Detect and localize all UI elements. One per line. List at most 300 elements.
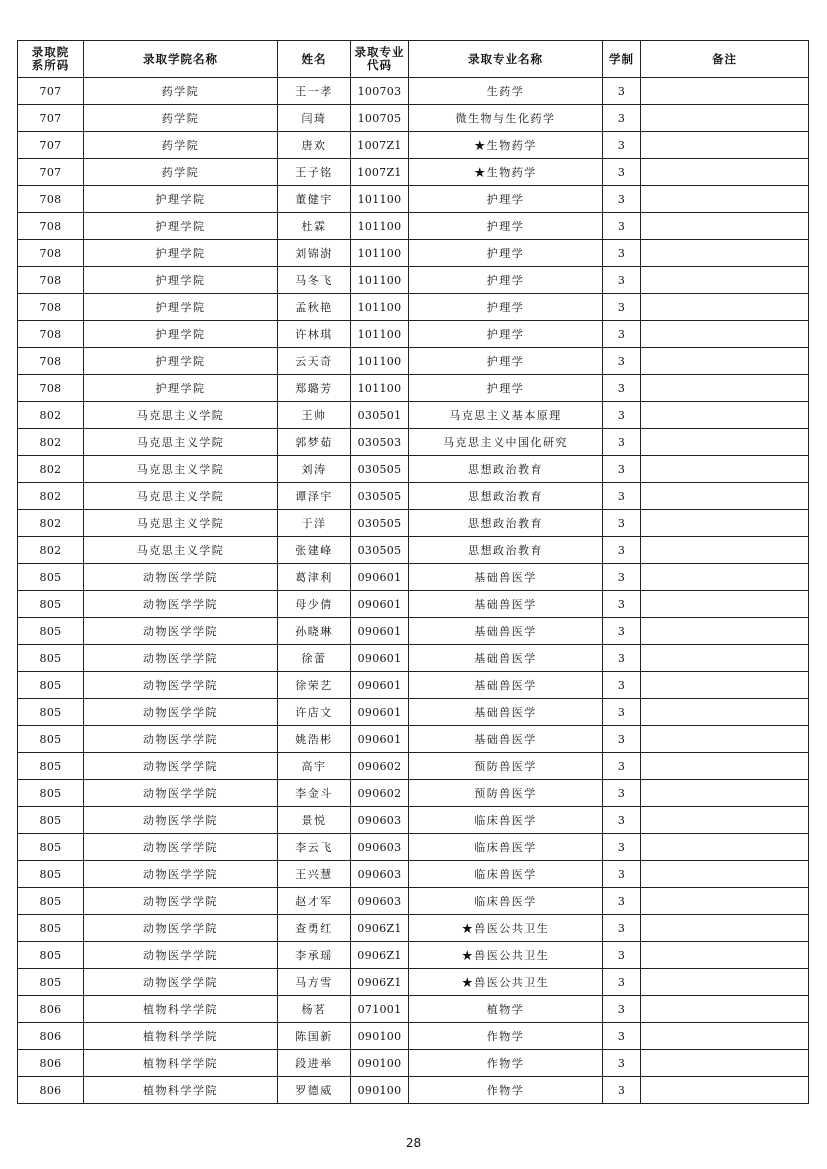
cell-college-name: 马克思主义学院 — [84, 537, 278, 564]
cell-remarks — [641, 591, 809, 618]
cell-major-name: 马克思主义基本原理 — [409, 402, 603, 429]
cell-major-code: 090601 — [351, 645, 409, 672]
cell-college-name: 植物科学学院 — [84, 1077, 278, 1104]
cell-major-code: 090601 — [351, 672, 409, 699]
cell-student-name: 孙晓琳 — [278, 618, 351, 645]
cell-major-code: 101100 — [351, 240, 409, 267]
header-remarks: 备注 — [641, 41, 809, 78]
cell-remarks — [641, 1077, 809, 1104]
cell-college-name: 护理学院 — [84, 294, 278, 321]
table-header-row — [18, 41, 809, 78]
cell-student-name: 杨茗 — [278, 996, 351, 1023]
table-row — [18, 753, 809, 780]
cell-student-name: 王子铭 — [278, 159, 351, 186]
cell-duration: 3 — [603, 861, 641, 888]
cell-remarks — [641, 618, 809, 645]
cell-college-code: 708 — [18, 240, 84, 267]
cell-college-code: 802 — [18, 537, 84, 564]
cell-major-name: 基础兽医学 — [409, 591, 603, 618]
cell-remarks — [641, 942, 809, 969]
cell-college-code: 805 — [18, 564, 84, 591]
cell-major-code: 030505 — [351, 456, 409, 483]
cell-student-name: 王一孝 — [278, 78, 351, 105]
cell-student-name: 许林琪 — [278, 321, 351, 348]
table-row — [18, 105, 809, 132]
table-row — [18, 726, 809, 753]
cell-major-name: 微生物与生化药学 — [409, 105, 603, 132]
cell-major-code: 090602 — [351, 753, 409, 780]
cell-major-code: 101100 — [351, 186, 409, 213]
cell-major-name: 临床兽医学 — [409, 861, 603, 888]
cell-college-code: 805 — [18, 915, 84, 942]
cell-major-name: ★兽医公共卫生 — [409, 915, 603, 942]
cell-student-name: 马方雪 — [278, 969, 351, 996]
cell-college-name: 动物医学学院 — [84, 888, 278, 915]
cell-major-code: 090601 — [351, 564, 409, 591]
table-row — [18, 267, 809, 294]
cell-student-name: 查勇红 — [278, 915, 351, 942]
cell-major-name: 作物学 — [409, 1023, 603, 1050]
cell-college-code: 707 — [18, 105, 84, 132]
cell-duration: 3 — [603, 105, 641, 132]
cell-student-name: 姚浩彬 — [278, 726, 351, 753]
cell-student-name: 张建峰 — [278, 537, 351, 564]
cell-remarks — [641, 213, 809, 240]
cell-college-code: 708 — [18, 213, 84, 240]
header-duration: 学制 — [603, 41, 641, 78]
cell-duration: 3 — [603, 294, 641, 321]
cell-major-code: 090601 — [351, 618, 409, 645]
cell-major-code: 030505 — [351, 483, 409, 510]
table-row — [18, 564, 809, 591]
cell-major-name: 思想政治教育 — [409, 456, 603, 483]
cell-college-code: 707 — [18, 159, 84, 186]
cell-college-name: 护理学院 — [84, 186, 278, 213]
cell-college-name: 药学院 — [84, 78, 278, 105]
cell-college-name: 动物医学学院 — [84, 618, 278, 645]
cell-student-name: 母少倩 — [278, 591, 351, 618]
cell-major-code: 101100 — [351, 213, 409, 240]
cell-major-name: 预防兽医学 — [409, 780, 603, 807]
cell-duration: 3 — [603, 375, 641, 402]
cell-major-name: 护理学 — [409, 240, 603, 267]
cell-major-code: 1007Z1 — [351, 159, 409, 186]
cell-major-name: 临床兽医学 — [409, 807, 603, 834]
cell-college-name: 马克思主义学院 — [84, 483, 278, 510]
table-row — [18, 807, 809, 834]
cell-major-name: 思想政治教育 — [409, 483, 603, 510]
cell-student-name: 李金斗 — [278, 780, 351, 807]
cell-remarks — [641, 78, 809, 105]
cell-duration: 3 — [603, 537, 641, 564]
cell-remarks — [641, 375, 809, 402]
cell-major-name: 植物学 — [409, 996, 603, 1023]
cell-college-name: 动物医学学院 — [84, 699, 278, 726]
cell-remarks — [641, 348, 809, 375]
cell-major-code: 030503 — [351, 429, 409, 456]
cell-major-name: 基础兽医学 — [409, 618, 603, 645]
cell-duration: 3 — [603, 726, 641, 753]
cell-college-code: 806 — [18, 1023, 84, 1050]
cell-student-name: 郭梦茹 — [278, 429, 351, 456]
cell-college-name: 动物医学学院 — [84, 645, 278, 672]
cell-remarks — [641, 699, 809, 726]
table-row — [18, 1050, 809, 1077]
cell-college-code: 805 — [18, 726, 84, 753]
cell-college-name: 护理学院 — [84, 213, 278, 240]
cell-student-name: 李云飞 — [278, 834, 351, 861]
cell-college-code: 802 — [18, 429, 84, 456]
cell-major-code: 090100 — [351, 1077, 409, 1104]
cell-student-name: 董健宇 — [278, 186, 351, 213]
cell-remarks — [641, 186, 809, 213]
cell-college-name: 动物医学学院 — [84, 915, 278, 942]
table-row — [18, 132, 809, 159]
cell-major-name: 马克思主义中国化研究 — [409, 429, 603, 456]
cell-major-name: 临床兽医学 — [409, 834, 603, 861]
page-number: 28 — [405, 1136, 422, 1150]
cell-college-code: 805 — [18, 780, 84, 807]
cell-college-name: 植物科学学院 — [84, 996, 278, 1023]
cell-duration: 3 — [603, 1077, 641, 1104]
cell-major-code: 090603 — [351, 834, 409, 861]
cell-major-name: ★兽医公共卫生 — [409, 969, 603, 996]
table-row — [18, 483, 809, 510]
cell-remarks — [641, 996, 809, 1023]
cell-student-name: 葛津利 — [278, 564, 351, 591]
cell-remarks — [641, 969, 809, 996]
cell-major-code: 090603 — [351, 807, 409, 834]
cell-remarks — [641, 564, 809, 591]
cell-college-code: 802 — [18, 483, 84, 510]
table-row — [18, 645, 809, 672]
cell-major-code: 090603 — [351, 888, 409, 915]
cell-remarks — [641, 780, 809, 807]
cell-major-name: 护理学 — [409, 375, 603, 402]
cell-student-name: 刘涛 — [278, 456, 351, 483]
cell-remarks — [641, 537, 809, 564]
table-row — [18, 1077, 809, 1104]
cell-remarks — [641, 510, 809, 537]
cell-remarks — [641, 132, 809, 159]
cell-major-name: 作物学 — [409, 1050, 603, 1077]
table-row — [18, 699, 809, 726]
table-row — [18, 78, 809, 105]
cell-college-name: 植物科学学院 — [84, 1023, 278, 1050]
table-row — [18, 456, 809, 483]
cell-student-name: 高宇 — [278, 753, 351, 780]
cell-college-name: 动物医学学院 — [84, 861, 278, 888]
cell-major-code: 030501 — [351, 402, 409, 429]
table-row — [18, 1023, 809, 1050]
table-row — [18, 213, 809, 240]
cell-student-name: 徐蕾 — [278, 645, 351, 672]
cell-major-name: 基础兽医学 — [409, 726, 603, 753]
cell-duration: 3 — [603, 618, 641, 645]
cell-student-name: 徐荣艺 — [278, 672, 351, 699]
cell-college-code: 805 — [18, 969, 84, 996]
cell-major-code: 090603 — [351, 861, 409, 888]
table-row — [18, 510, 809, 537]
cell-college-name: 动物医学学院 — [84, 834, 278, 861]
cell-remarks — [641, 240, 809, 267]
cell-college-name: 动物医学学院 — [84, 780, 278, 807]
cell-college-name: 动物医学学院 — [84, 942, 278, 969]
cell-duration: 3 — [603, 591, 641, 618]
cell-college-name: 动物医学学院 — [84, 564, 278, 591]
cell-major-code: 090601 — [351, 699, 409, 726]
cell-college-code: 806 — [18, 996, 84, 1023]
cell-college-code: 806 — [18, 1050, 84, 1077]
cell-remarks — [641, 807, 809, 834]
cell-duration: 3 — [603, 510, 641, 537]
cell-major-name: 基础兽医学 — [409, 564, 603, 591]
cell-major-code: 101100 — [351, 294, 409, 321]
cell-college-name: 动物医学学院 — [84, 807, 278, 834]
cell-major-name: 基础兽医学 — [409, 645, 603, 672]
cell-duration: 3 — [603, 969, 641, 996]
header-college-name: 录取学院名称 — [84, 41, 278, 78]
table-row — [18, 429, 809, 456]
cell-major-name: ★生物药学 — [409, 159, 603, 186]
cell-student-name: 刘锦澍 — [278, 240, 351, 267]
cell-major-name: 基础兽医学 — [409, 699, 603, 726]
cell-duration: 3 — [603, 672, 641, 699]
cell-duration: 3 — [603, 1023, 641, 1050]
cell-college-name: 马克思主义学院 — [84, 402, 278, 429]
cell-remarks — [641, 1023, 809, 1050]
cell-duration: 3 — [603, 645, 641, 672]
cell-college-code: 805 — [18, 807, 84, 834]
cell-remarks — [641, 834, 809, 861]
cell-college-name: 动物医学学院 — [84, 753, 278, 780]
cell-major-name: 生药学 — [409, 78, 603, 105]
cell-student-name: 罗德威 — [278, 1077, 351, 1104]
cell-major-name: ★兽医公共卫生 — [409, 942, 603, 969]
cell-college-name: 动物医学学院 — [84, 726, 278, 753]
cell-college-code: 805 — [18, 672, 84, 699]
cell-college-code: 708 — [18, 348, 84, 375]
cell-major-code: 100703 — [351, 78, 409, 105]
cell-major-code: 0906Z1 — [351, 942, 409, 969]
cell-college-code: 805 — [18, 618, 84, 645]
table-row — [18, 321, 809, 348]
cell-major-name: ★生物药学 — [409, 132, 603, 159]
cell-student-name: 李承瑶 — [278, 942, 351, 969]
cell-duration: 3 — [603, 348, 641, 375]
cell-student-name: 景悦 — [278, 807, 351, 834]
cell-student-name: 赵才军 — [278, 888, 351, 915]
header-student-name: 姓名 — [278, 41, 351, 78]
cell-student-name: 孟秋艳 — [278, 294, 351, 321]
cell-remarks — [641, 861, 809, 888]
cell-major-name: 护理学 — [409, 186, 603, 213]
cell-duration: 3 — [603, 132, 641, 159]
cell-remarks — [641, 429, 809, 456]
cell-duration: 3 — [603, 834, 641, 861]
cell-remarks — [641, 294, 809, 321]
cell-college-name: 护理学院 — [84, 348, 278, 375]
table-row — [18, 618, 809, 645]
table-body — [18, 78, 809, 1104]
cell-duration: 3 — [603, 429, 641, 456]
cell-student-name: 杜霖 — [278, 213, 351, 240]
cell-duration: 3 — [603, 780, 641, 807]
cell-college-name: 植物科学学院 — [84, 1050, 278, 1077]
cell-major-code: 090601 — [351, 591, 409, 618]
cell-duration: 3 — [603, 186, 641, 213]
cell-major-code: 101100 — [351, 375, 409, 402]
cell-college-code: 805 — [18, 591, 84, 618]
cell-college-code: 805 — [18, 753, 84, 780]
cell-remarks — [641, 321, 809, 348]
cell-major-name: 护理学 — [409, 321, 603, 348]
cell-college-code: 805 — [18, 942, 84, 969]
cell-duration: 3 — [603, 402, 641, 429]
cell-student-name: 王帅 — [278, 402, 351, 429]
cell-college-code: 707 — [18, 132, 84, 159]
cell-major-code: 1007Z1 — [351, 132, 409, 159]
cell-remarks — [641, 159, 809, 186]
cell-college-name: 动物医学学院 — [84, 591, 278, 618]
cell-remarks — [641, 1050, 809, 1077]
cell-student-name: 唐欢 — [278, 132, 351, 159]
cell-college-name: 药学院 — [84, 105, 278, 132]
cell-remarks — [641, 456, 809, 483]
cell-major-name: 护理学 — [409, 267, 603, 294]
cell-college-code: 707 — [18, 78, 84, 105]
cell-major-name: 思想政治教育 — [409, 510, 603, 537]
cell-college-code: 805 — [18, 861, 84, 888]
cell-major-code: 101100 — [351, 321, 409, 348]
cell-college-code: 805 — [18, 888, 84, 915]
cell-college-code: 802 — [18, 510, 84, 537]
cell-college-name: 护理学院 — [84, 321, 278, 348]
table-row — [18, 672, 809, 699]
cell-student-name: 马冬飞 — [278, 267, 351, 294]
cell-duration: 3 — [603, 942, 641, 969]
table-row — [18, 375, 809, 402]
cell-college-code: 805 — [18, 834, 84, 861]
cell-college-name: 动物医学学院 — [84, 672, 278, 699]
cell-college-code: 806 — [18, 1077, 84, 1104]
cell-duration: 3 — [603, 888, 641, 915]
cell-remarks — [641, 915, 809, 942]
cell-duration: 3 — [603, 915, 641, 942]
cell-major-code: 071001 — [351, 996, 409, 1023]
cell-remarks — [641, 888, 809, 915]
cell-duration: 3 — [603, 564, 641, 591]
cell-student-name: 谭泽宇 — [278, 483, 351, 510]
cell-duration: 3 — [603, 699, 641, 726]
cell-college-name: 药学院 — [84, 159, 278, 186]
cell-college-code: 708 — [18, 375, 84, 402]
cell-college-code: 802 — [18, 402, 84, 429]
table-row — [18, 186, 809, 213]
cell-major-code: 090100 — [351, 1023, 409, 1050]
cell-remarks — [641, 645, 809, 672]
cell-major-code: 101100 — [351, 348, 409, 375]
cell-duration: 3 — [603, 267, 641, 294]
cell-duration: 3 — [603, 321, 641, 348]
cell-college-code: 708 — [18, 294, 84, 321]
table-row — [18, 969, 809, 996]
cell-student-name: 陈国新 — [278, 1023, 351, 1050]
cell-major-code: 090601 — [351, 726, 409, 753]
cell-major-name: 作物学 — [409, 1077, 603, 1104]
header-college-code: 录取院系所码 — [18, 41, 84, 78]
header-major-name: 录取专业名称 — [409, 41, 603, 78]
cell-college-code: 805 — [18, 645, 84, 672]
cell-student-name: 王兴慧 — [278, 861, 351, 888]
cell-major-code: 101100 — [351, 267, 409, 294]
cell-college-code: 802 — [18, 456, 84, 483]
cell-major-code: 090602 — [351, 780, 409, 807]
cell-remarks — [641, 753, 809, 780]
cell-major-code: 030505 — [351, 537, 409, 564]
cell-duration: 3 — [603, 213, 641, 240]
cell-major-name: 临床兽医学 — [409, 888, 603, 915]
cell-college-name: 马克思主义学院 — [84, 429, 278, 456]
cell-college-code: 805 — [18, 699, 84, 726]
table-row — [18, 159, 809, 186]
table-row — [18, 294, 809, 321]
header-major-code: 录取专业代码 — [351, 41, 409, 78]
table-row — [18, 942, 809, 969]
table-row — [18, 240, 809, 267]
table-row — [18, 861, 809, 888]
cell-major-name: 思想政治教育 — [409, 537, 603, 564]
cell-college-code: 708 — [18, 321, 84, 348]
cell-major-name: 护理学 — [409, 294, 603, 321]
cell-major-name: 基础兽医学 — [409, 672, 603, 699]
cell-major-code: 100705 — [351, 105, 409, 132]
cell-student-name: 于洋 — [278, 510, 351, 537]
cell-college-name: 药学院 — [84, 132, 278, 159]
cell-duration: 3 — [603, 753, 641, 780]
cell-college-code: 708 — [18, 267, 84, 294]
cell-duration: 3 — [603, 240, 641, 267]
cell-remarks — [641, 672, 809, 699]
cell-duration: 3 — [603, 78, 641, 105]
table-row — [18, 402, 809, 429]
cell-major-code: 030505 — [351, 510, 409, 537]
cell-major-name: 护理学 — [409, 348, 603, 375]
cell-duration: 3 — [603, 996, 641, 1023]
cell-student-name: 段进举 — [278, 1050, 351, 1077]
cell-major-code: 0906Z1 — [351, 969, 409, 996]
table-row — [18, 996, 809, 1023]
cell-student-name: 闫琦 — [278, 105, 351, 132]
cell-college-name: 动物医学学院 — [84, 969, 278, 996]
cell-major-name: 预防兽医学 — [409, 753, 603, 780]
cell-student-name: 云天奇 — [278, 348, 351, 375]
cell-major-code: 0906Z1 — [351, 915, 409, 942]
cell-remarks — [641, 483, 809, 510]
cell-duration: 3 — [603, 1050, 641, 1077]
cell-college-name: 护理学院 — [84, 375, 278, 402]
table-row — [18, 888, 809, 915]
cell-student-name: 郑璐芳 — [278, 375, 351, 402]
cell-college-name: 马克思主义学院 — [84, 510, 278, 537]
cell-major-code: 090100 — [351, 1050, 409, 1077]
cell-remarks — [641, 105, 809, 132]
table-row — [18, 834, 809, 861]
cell-college-name: 马克思主义学院 — [84, 456, 278, 483]
cell-remarks — [641, 267, 809, 294]
cell-major-name: 护理学 — [409, 213, 603, 240]
admission-table — [17, 40, 809, 1104]
